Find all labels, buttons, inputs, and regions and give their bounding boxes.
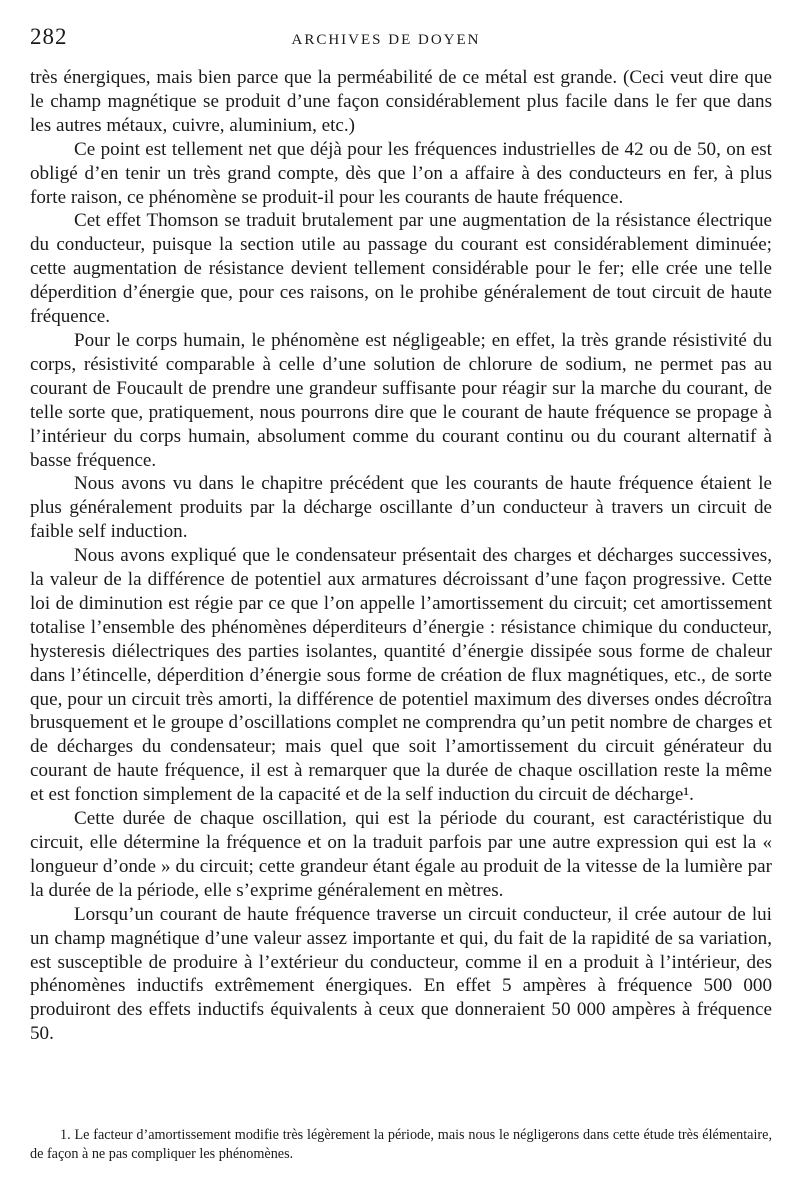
page-number: 282	[30, 24, 68, 49]
paragraph-3: Cet effet Thomson se traduit brutalement par une augmentation de la résistance électrique du conducteur, puisque la section utile au passage du courant est considérablement diminuée; cette augmentation de résistance devient tellement considérable pour le fer; elle crée une telle déperdition d’énergie que, pour ces raisons, on le prohibe généralement de tout circuit de haute fréquence.	[30, 210, 772, 328]
paragraph-6: Nous avons expliqué que le condensateur présentait des charges et décharges successives, la valeur de la différence de potentiel aux armatures décroissant d’une façon progressive. Cette loi de diminution est régie par ce que l’on appelle l’amortissement du circuit; cet amortissement totalise l’ensemble des phénomènes déperditeurs d’énergie : résistance chimique du conducteur, hysteresis diélectriques des parties isolantes, quantité d’énergie dissipée sous forme de chaleur dans l’étincelle, déperdition d’énergie sous forme de création de flux magnétiques, etc., de sorte que, pour un circuit très amorti, la différence de potentiel maximum des diverses ondes décroîtra brusquement et le groupe d’oscillations complet ne comprendra qu’un petit nombre de charges et de décharges du condensateur; mais quel que soit l’amortissement du circuit générateur du courant de haute fréquence, il est à remarquer que la durée de chaque oscillation reste la même et est fonction simplement de la capacité et de la self induction du circuit de décharge¹.	[30, 545, 772, 806]
body-text	[30, 66, 772, 1046]
running-head	[30, 24, 772, 58]
paragraph-1-continued: très énergiques, mais bien parce que la perméabilité de ce métal est grande. (Ceci veut dire que le champ magnétique se produit d’une façon considérablement plus facile dans le fer que dans les autres métaux, cuivre, aluminium, etc.)	[30, 67, 772, 136]
paragraph-7: Cette durée de chaque oscillation, qui est la période du courant, est caractéristique du circuit, elle détermine la fréquence et on la traduit parfois par une autre expression qui est la « longueur d’onde » du circuit; cette grandeur étant égale au produit de la vitesse de la lumière par la durée de la période, elle s’exprime généralement en mètres.	[30, 808, 772, 901]
running-title: ARCHIVES DE DOYEN	[291, 32, 481, 48]
footnote: 1. Le facteur d’amortissement modifie très légèrement la période, mais nous le négligerons dans cette étude très élémentaire, de façon à ne pas compliquer les phénomènes.	[30, 1127, 772, 1162]
paragraph-2: Ce point est tellement net que déjà pour les fréquences industrielles de 42 ou de 50, on est obligé d’en tenir un très grand compte, dès que l’on a affaire à des conducteurs en fer, à plus forte raison, ce phénomène se produit-il pour les courants de haute fréquence.	[30, 138, 772, 208]
paragraph-5: Nous avons vu dans le chapitre précédent que les courants de haute fréquence étaient le plus généralement produits par la décharge oscillante d’un conducteur à travers un circuit de faible self induction.	[30, 473, 772, 543]
paragraph-4: Pour le corps humain, le phénomène est négligeable; en effet, la très grande résistivité du corps, résistivité comparable à celle d’une solution de chlorure de sodium, ne permet pas au courant de Foucault de prendre une grandeur suffisante pour réagir sur la marche du courant, de telle sorte que, pratiquement, nous pourrons dire que le courant de haute fréquence se propage à l’intérieur du corps humain, absolument comme du courant continu ou du courant alternatif à basse fréquence.	[30, 329, 772, 471]
paragraph-8: Lorsqu’un courant de haute fréquence traverse un circuit conducteur, il crée autour de lui un champ magnétique d’une valeur assez importante et qui, du fait de la rapidité de sa variation, est susceptible de produire à l’extérieur du conducteur, comme il en a produit à l’intérieur, des phénomènes inductifs extrêmement énergiques. En effet 5 ampères à fréquence 500 000 produiront des effets inductifs équivalents à ceux que donneraient 50 000 ampères à fréquence 50.	[30, 903, 772, 1045]
